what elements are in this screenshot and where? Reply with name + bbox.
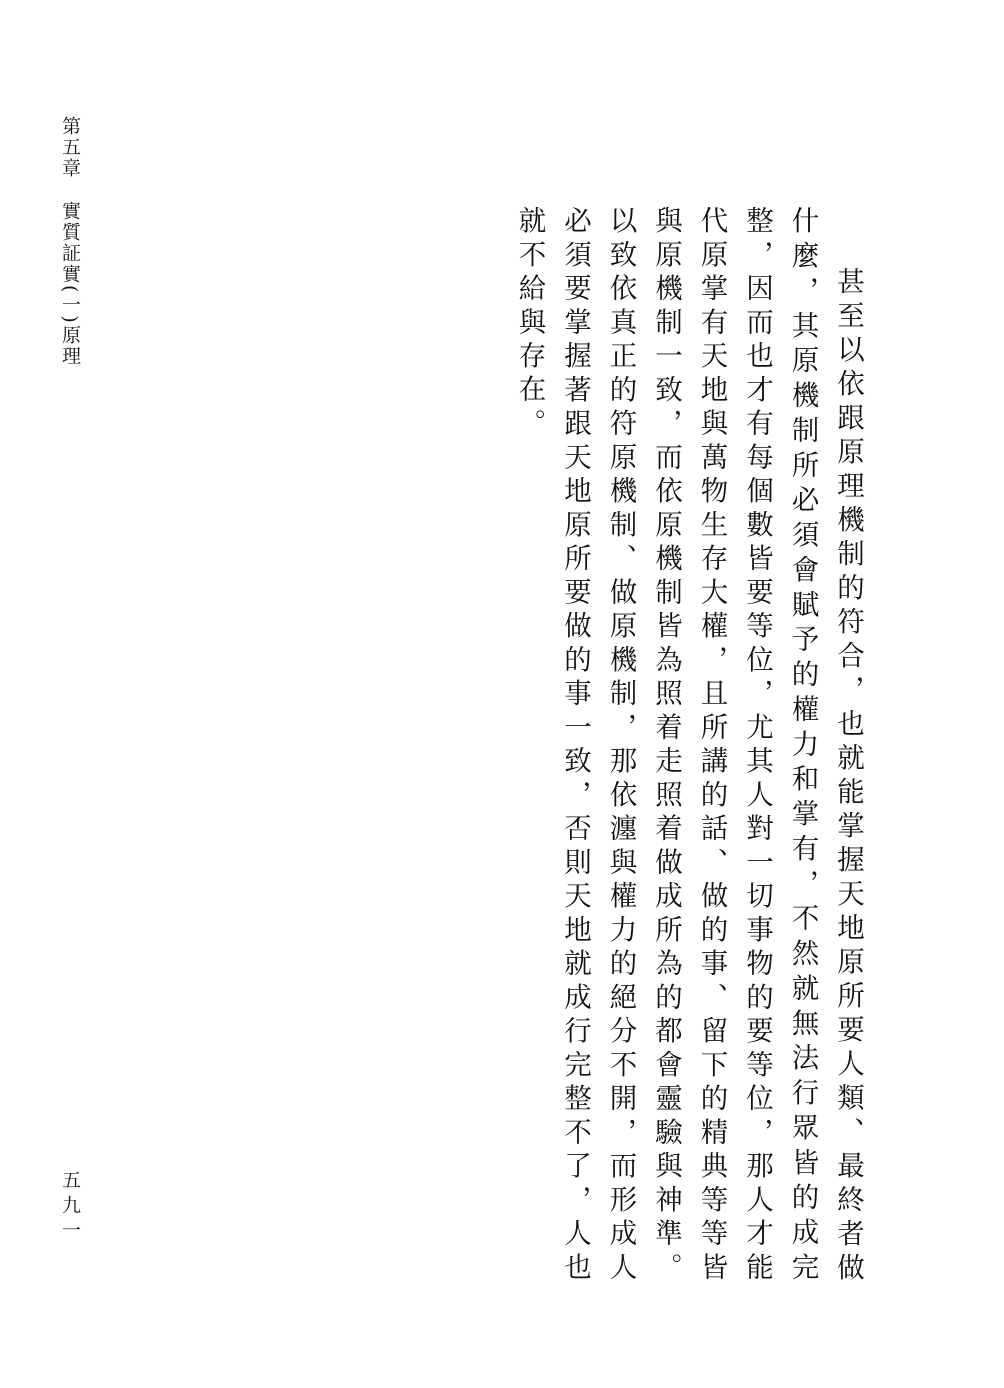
body-text [513, 206, 870, 1286]
running-head [58, 116, 82, 416]
chapter-number: 第五章 [59, 116, 81, 179]
body-paragraph: 甚至以依跟原理機制的符合，也就能掌握天地原所要人類、最終者做什麼，其原機制所必須會賦予的權力和掌有，不然就無法行眾皆的成完整，因而也才有每個數皆要等位，尤其人對一切事物的要等位，那人才能代原掌有天地與萬物生存大權，且所講的話、做的事、留下的精典等等皆與原機制一致，而依原機制皆為照着走照着做成所為的都會靈驗與神準。以致依真正的符原機制、做原機制，那依瀍與權力的絕分不開，而形成人必須要掌握著跟天地原所要做的事一致，否則天地就成行完整不了，人也就不給與存在。 [513, 206, 864, 1286]
page-number: 五九一 [59, 1170, 81, 1245]
chapter-title: 實質証實(一)原理 [59, 201, 81, 367]
